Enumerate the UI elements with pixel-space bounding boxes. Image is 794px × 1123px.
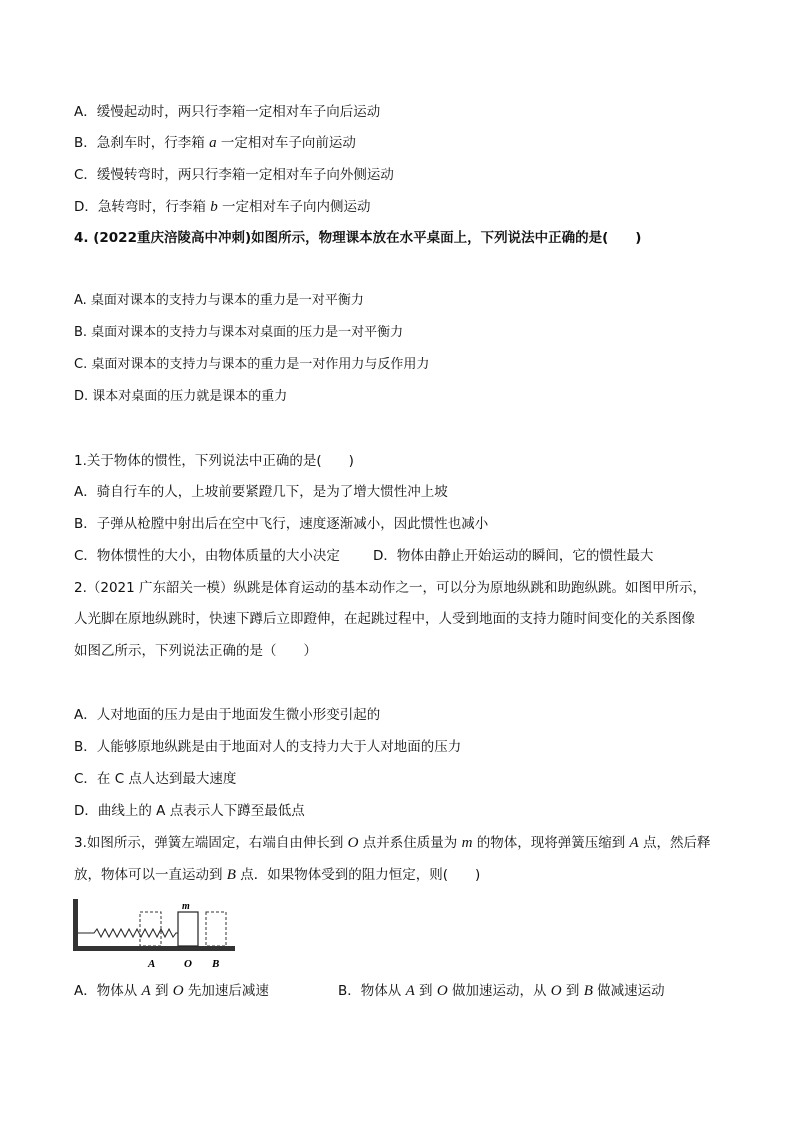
q2-option-d: D．曲线上的 A 点表示人下蹲至最低点	[74, 803, 305, 819]
q2-stem-line3: 如图乙所示，下列说法正确的是（ ）	[74, 643, 317, 659]
q1-option-d: D．物体由静止开始运动的瞬间，它的惯性最大	[373, 548, 654, 564]
q1-option-a: A．骑自行车的人，上坡前要紧蹬几下，是为了增大惯性冲上坡	[74, 484, 448, 500]
q3-option-a: A．物体从 A 到 O 先加速后减速	[74, 983, 269, 999]
position-a-box	[140, 912, 161, 946]
prev-option-b: B．急刹车时，行李箱 a 一定相对车子向前运动	[74, 135, 356, 151]
q3-stem-line1: 3.如图所示，弹簧左端固定，右端自由伸长到 O 点并系住质量为 m 的物体，现将弹簧压缩到 A 点，然后释	[74, 835, 711, 851]
q4-option-d: D. 课本对桌面的压力就是课本的重力	[74, 389, 288, 404]
prev-option-a: A．缓慢起动时，两只行李箱一定相对车子向后运动	[74, 104, 381, 120]
q4-option-b: B. 桌面对课本的支持力与课本对桌面的压力是一对平衡力	[74, 325, 404, 340]
q4-option-a: A. 桌面对课本的支持力与课本的重力是一对平衡力	[74, 293, 364, 308]
q1-stem: 1.关于物体的惯性，下列说法中正确的是( )	[74, 453, 354, 469]
wall	[73, 899, 78, 951]
prev-option-c: C．缓慢转弯时，两只行李箱一定相对车子向外侧运动	[74, 167, 394, 183]
prev-option-d: D．急转弯时，行李箱 b 一定相对车子向内侧运动	[74, 199, 371, 215]
q2-stem-line1: 2.（2021 广东韶关一模）纵跳是体育运动的基本动作之一，可以分为原地纵跳和助跑纵跳。如图甲所示，	[74, 580, 707, 596]
q2-option-b: B．人能够原地纵跳是由于地面对人的支持力大于人对地面的压力	[74, 739, 462, 755]
q1-option-c: C．物体惯性的大小，由物体质量的大小决定	[74, 548, 340, 564]
spring-diagram	[70, 895, 240, 975]
q4-option-c: C. 桌面对课本的支持力与课本的重力是一对作用力与反作用力	[74, 357, 430, 372]
q4-stem: 4. (2022重庆涪陵高中冲刺)如图所示，物理课本放在水平桌面上，下列说法中正确的是( )	[74, 230, 642, 246]
q1-option-b: B．子弹从枪膛中射出后在空中飞行，速度逐渐减小，因此惯性也减小	[74, 516, 489, 532]
mass-label: m	[182, 901, 190, 912]
mass-block	[178, 912, 198, 946]
floor	[73, 946, 235, 951]
q3-option-b: B．物体从 A 到 O 做加速运动，从 O 到 B 做减速运动	[338, 983, 665, 999]
label-a: A	[148, 958, 156, 970]
spring	[78, 929, 178, 937]
q3-stem-line2: 放，物体可以一直运动到 B 点．如果物体受到的阻力恒定，则( )	[74, 867, 481, 883]
q2-option-a: A．人对地面的压力是由于地面发生微小形变引起的	[74, 707, 381, 723]
q2-stem-line2: 人光脚在原地纵跳时，快速下蹲后立即蹬伸，在起跳过程中，人受到地面的支持力随时间变化的关系图像	[74, 611, 695, 627]
label-o: O	[184, 958, 192, 970]
label-b: B	[212, 958, 220, 970]
q2-option-c: C．在 C 点人达到最大速度	[74, 771, 237, 787]
position-b-box	[206, 912, 226, 946]
